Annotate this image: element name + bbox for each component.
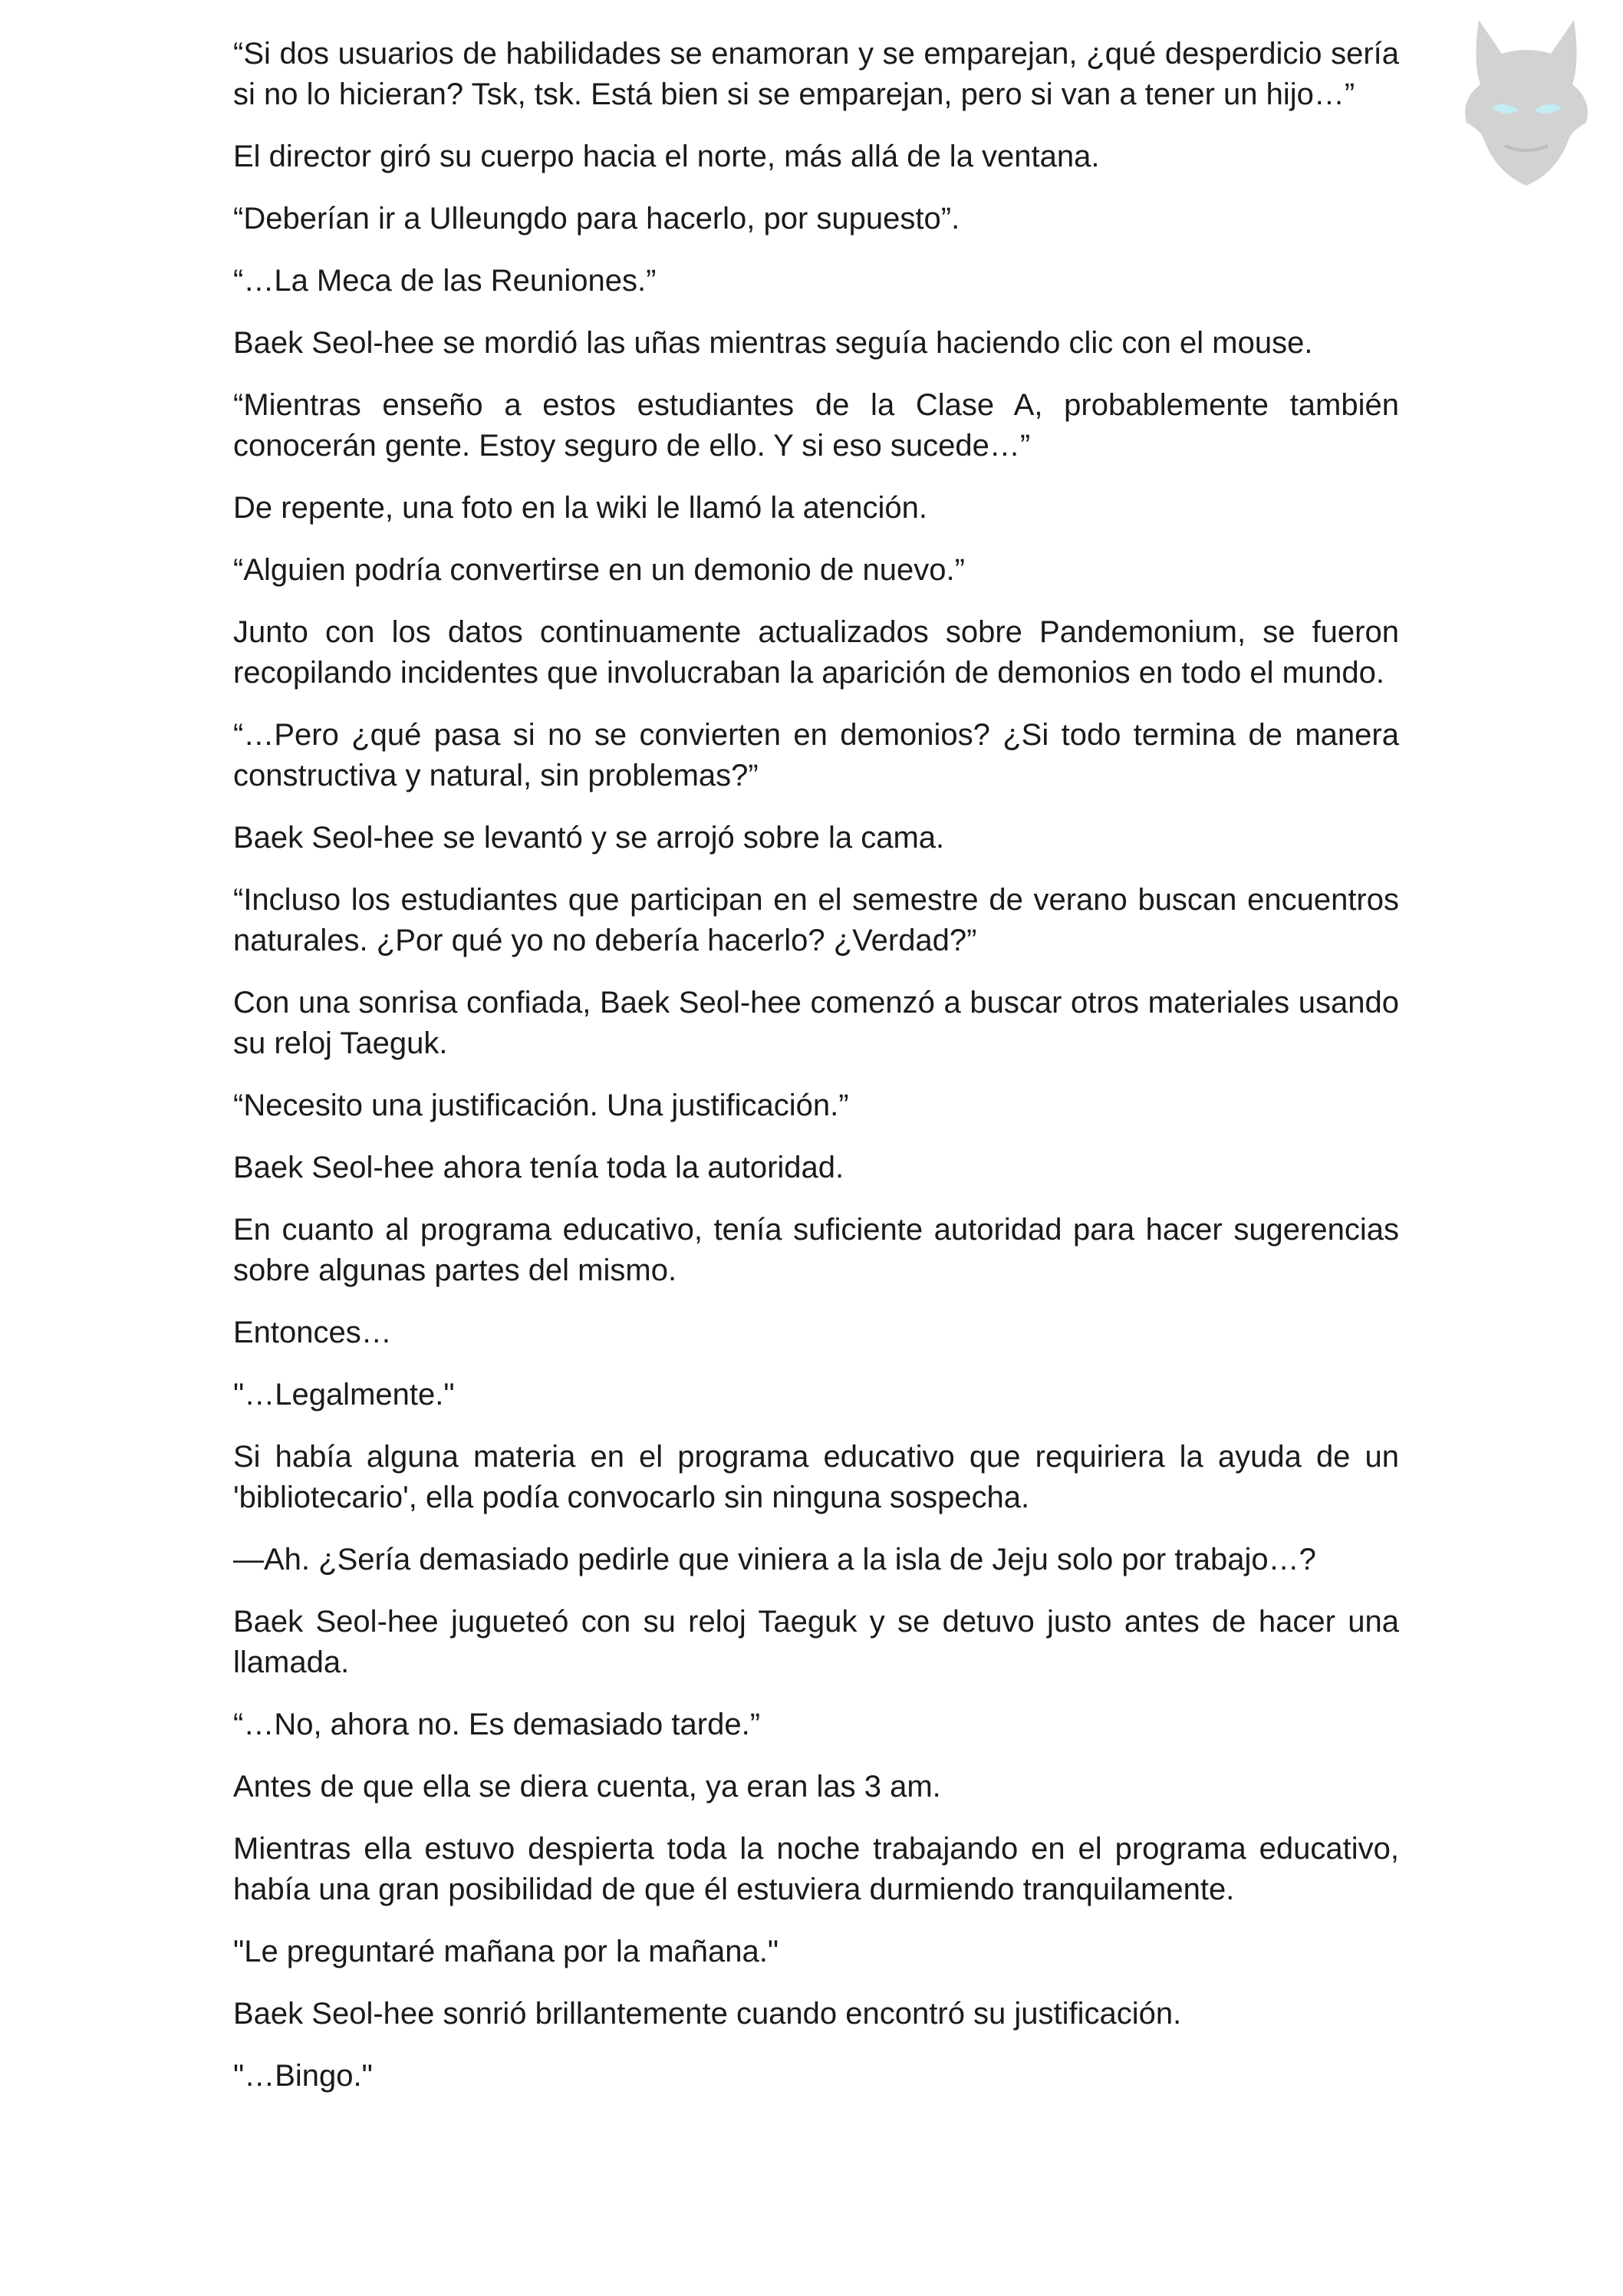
paragraph: Baek Seol-hee se mordió las uñas mientras seguía haciendo clic con el mouse. <box>233 326 1313 360</box>
paragraph: “…No, ahora no. Es demasiado tarde.” <box>233 1708 761 1741</box>
paragraph: Si había alguna materia en el programa educativo que requiriera la ayuda de un 'bibliotecario', ella podía convocarlo sin ninguna sospecha. <box>233 1440 1399 1514</box>
demon-head-icon <box>1457 15 1595 192</box>
paragraph: “Necesito una justificación. Una justificación.” <box>233 1089 849 1122</box>
paragraph: "…Bingo." <box>233 2059 373 2093</box>
paragraph: Baek Seol-hee jugueteó con su reloj Taeguk y se detuvo justo antes de hacer una llamada. <box>233 1605 1399 1679</box>
paragraph: Baek Seol-hee se levantó y se arrojó sobre la cama. <box>233 821 945 855</box>
paragraph: De repente, una foto en la wiki le llamó la atención. <box>233 491 927 525</box>
document-body <box>233 34 1399 2118</box>
paragraph: En cuanto al programa educativo, tenía suficiente autoridad para hacer sugerencias sobre algunas partes del mismo. <box>233 1213 1399 1287</box>
paragraph: "…Legalmente." <box>233 1378 455 1412</box>
demon-head-svg <box>1457 15 1595 192</box>
paragraph: El director giró su cuerpo hacia el norte, más allá de la ventana. <box>233 140 1100 173</box>
paragraph: “…La Meca de las Reuniones.” <box>233 264 657 298</box>
paragraph: “Si dos usuarios de habilidades se enamoran y se emparejan, ¿qué desperdicio sería si no lo hicieran? Tsk, tsk. Está bien si se emparejan, pero si van a tener un hijo…” <box>233 37 1399 111</box>
paragraph: Baek Seol-hee ahora tenía toda la autoridad. <box>233 1151 844 1184</box>
paragraph: “Deberían ir a Ulleungdo para hacerlo, por supuesto”. <box>233 202 960 236</box>
paragraph: “Mientras enseño a estos estudiantes de la Clase A, probablemente también conocerán gente. Estoy seguro de ello. Y si eso sucede…” <box>233 388 1399 463</box>
paragraph: Baek Seol-hee sonrió brillantemente cuando encontró su justificación. <box>233 1997 1182 2031</box>
paragraph: Antes de que ella se diera cuenta, ya eran las 3 am. <box>233 1770 941 1804</box>
paragraph: “Alguien podría convertirse en un demonio de nuevo.” <box>233 553 965 587</box>
paragraph: “…Pero ¿qué pasa si no se convierten en demonios? ¿Si todo termina de manera constructiva y natural, sin problemas?” <box>233 718 1399 792</box>
paragraph: Entonces… <box>233 1316 392 1349</box>
paragraph: Con una sonrisa confiada, Baek Seol-hee comenzó a buscar otros materiales usando su reloj Taeguk. <box>233 986 1399 1060</box>
paragraph: “Incluso los estudiantes que participan en el semestre de verano buscan encuentros naturales. ¿Por qué yo no debería hacerlo? ¿Verdad?” <box>233 883 1399 957</box>
paragraph: Mientras ella estuvo despierta toda la noche trabajando en el programa educativo, había una gran posibilidad de que él estuviera durmiendo tranquilamente. <box>233 1832 1399 1906</box>
paragraph: Junto con los datos continuamente actualizados sobre Pandemonium, se fueron recopilando incidentes que involucraban la aparición de demonios en todo el mundo. <box>233 615 1399 690</box>
paragraph: "Le preguntaré mañana por la mañana." <box>233 1935 779 1968</box>
paragraph: —Ah. ¿Sería demasiado pedirle que viniera a la isla de Jeju solo por trabajo…? <box>233 1543 1316 1576</box>
